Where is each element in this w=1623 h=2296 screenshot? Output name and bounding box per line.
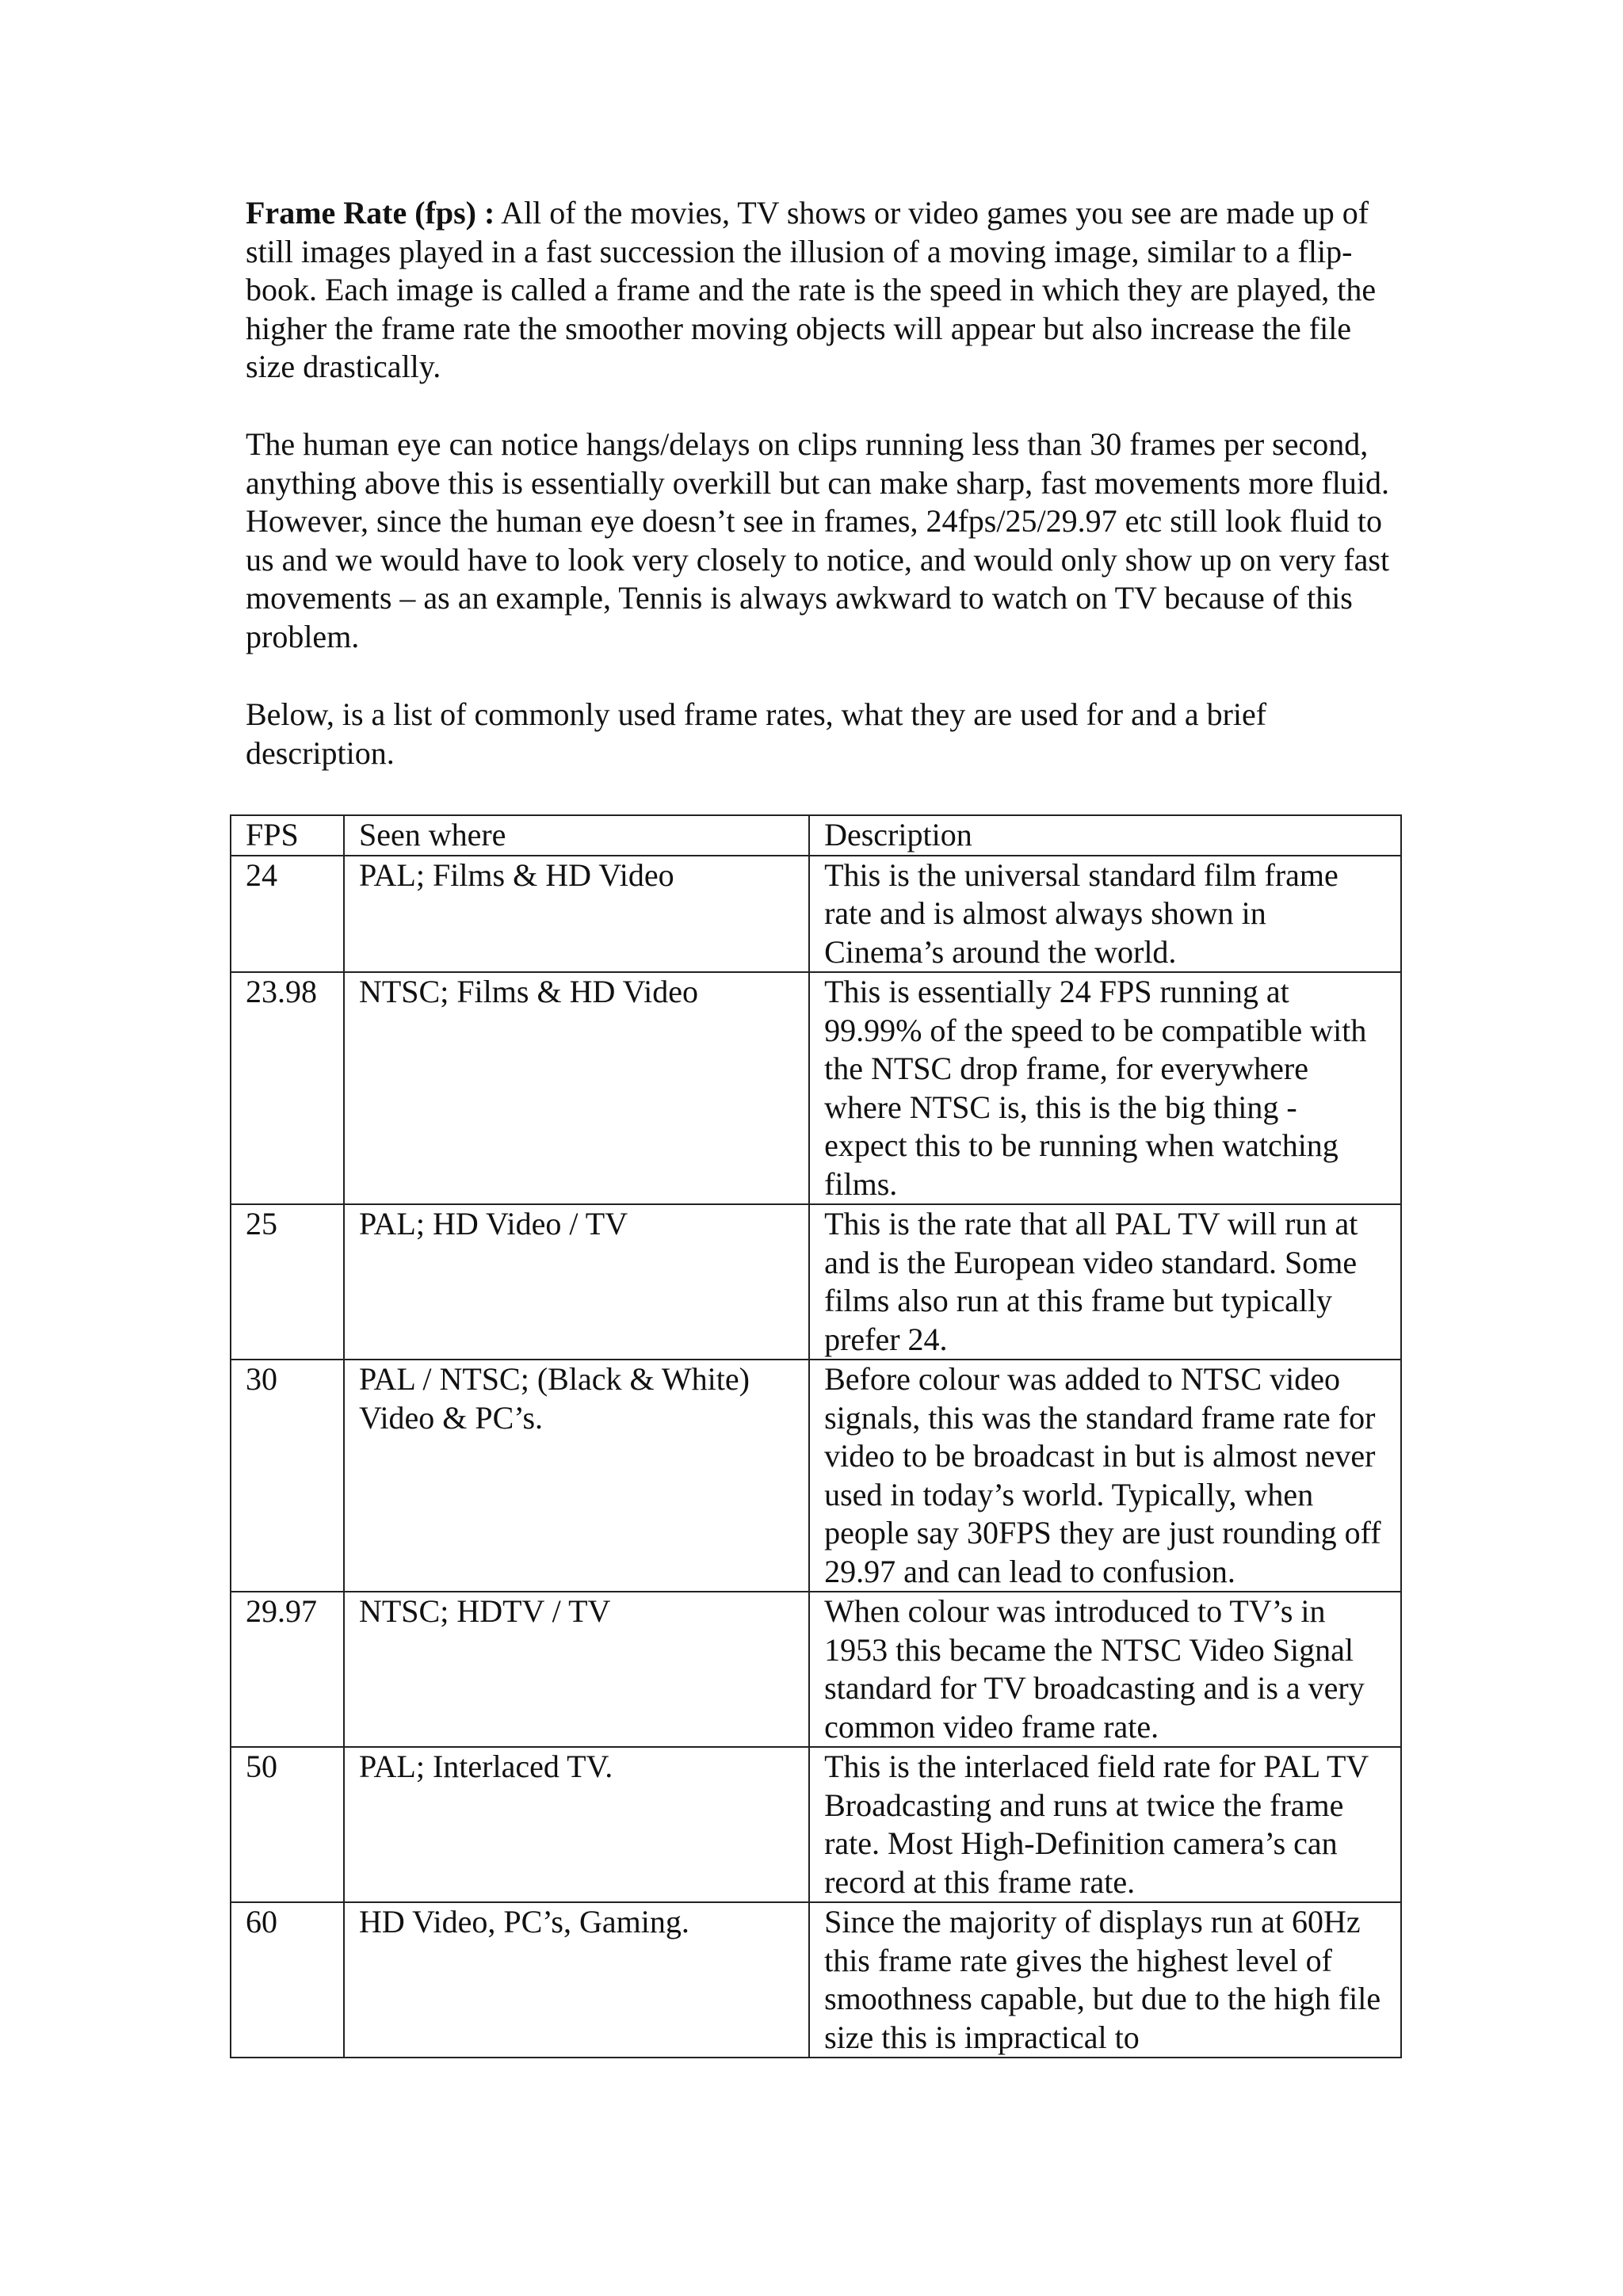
fps-cell: 29.97 bbox=[231, 1592, 344, 1747]
seen-where-cell: PAL; HD Video / TV bbox=[344, 1204, 809, 1360]
seen-where-cell: PAL / NTSC; (Black & White) Video & PC’s. bbox=[344, 1360, 809, 1592]
table-row bbox=[231, 856, 1401, 973]
fps-cell: 60 bbox=[231, 1902, 344, 2058]
list-intro-paragraph: Below, is a list of commonly used frame rates, what they are used for and a brief description. bbox=[246, 696, 1267, 771]
table-row bbox=[231, 1747, 1401, 1902]
fps-cell: 25 bbox=[231, 1204, 344, 1360]
table-row bbox=[231, 1360, 1401, 1592]
fps-cell: 23.98 bbox=[231, 972, 344, 1204]
intro-paragraph bbox=[246, 194, 1391, 387]
fps-cell: 30 bbox=[231, 1360, 344, 1592]
description-cell: Since the majority of displays run at 60Hz this frame rate gives the highest level of smoothness capable, but due to the high file size this is impractical to bbox=[809, 1902, 1401, 2058]
header-fps: FPS bbox=[231, 815, 344, 856]
intro-text: All of the movies, TV shows or video games you see are made up of still images played in a fast succession the illusion of a moving image, similar to a flip-book. Each image is called a frame and the rate is the speed in which they are played, the higher the frame rate the smoother moving objects will appear but also increase the file size drastically. bbox=[246, 195, 1377, 384]
seen-where-cell: PAL; Interlaced TV. bbox=[344, 1747, 809, 1902]
fps-cell: 50 bbox=[231, 1747, 344, 1902]
frame-rate-table bbox=[230, 814, 1402, 2058]
description-cell: This is the universal standard film frame rate and is almost always shown in Cinema’s around the world. bbox=[809, 856, 1401, 973]
description-cell: This is the rate that all PAL TV will run at and is the European video standard. Some films also run at this frame but typically prefer 24. bbox=[809, 1204, 1401, 1360]
seen-where-cell: PAL; Films & HD Video bbox=[344, 856, 809, 973]
description-cell: Before colour was added to NTSC video signals, this was the standard frame rate for video to be broadcast in but is almost never used in today’s world. Typically, when people say 30FPS they are just rounding off 29.97 and can lead to confusion. bbox=[809, 1360, 1401, 1592]
seen-where-cell: NTSC; Films & HD Video bbox=[344, 972, 809, 1204]
table-row bbox=[231, 1902, 1401, 2058]
eye-paragraph: The human eye can notice hangs/delays on clips running less than 30 frames per second, anything above this is essentially overkill but can make sharp, fast movements more fluid. However, since the human eye doesn’t see in frames, 24fps/25/29.97 etc still look fluid to us and we would have to look very closely to notice, and would only show up on very fast movements – as an example, Tennis is always awkward to watch on TV because of this problem. bbox=[246, 426, 1390, 654]
description-cell: When colour was introduced to TV’s in 1953 this became the NTSC Video Signal standard for TV broadcasting and is a very common video frame rate. bbox=[809, 1592, 1401, 1747]
section-heading: Frame Rate (fps) : bbox=[246, 195, 495, 231]
seen-where-cell: NTSC; HDTV / TV bbox=[344, 1592, 809, 1747]
table-row bbox=[231, 1592, 1401, 1747]
description-cell: This is essentially 24 FPS running at 99.99% of the speed to be compatible with the NTSC drop frame, for everywhere where NTSC is, this is the big thing - expect this to be running when watching films. bbox=[809, 972, 1401, 1204]
fps-cell: 24 bbox=[231, 856, 344, 973]
table-row bbox=[231, 972, 1401, 1204]
header-description: Description bbox=[809, 815, 1401, 856]
table-header-row bbox=[231, 815, 1401, 856]
table-row bbox=[231, 1204, 1401, 1360]
seen-where-cell: HD Video, PC’s, Gaming. bbox=[344, 1902, 809, 2058]
description-cell: This is the interlaced field rate for PAL TV Broadcasting and runs at twice the frame rate. Most High-Definition camera’s can record at this frame rate. bbox=[809, 1747, 1401, 1902]
header-seen-where: Seen where bbox=[344, 815, 809, 856]
